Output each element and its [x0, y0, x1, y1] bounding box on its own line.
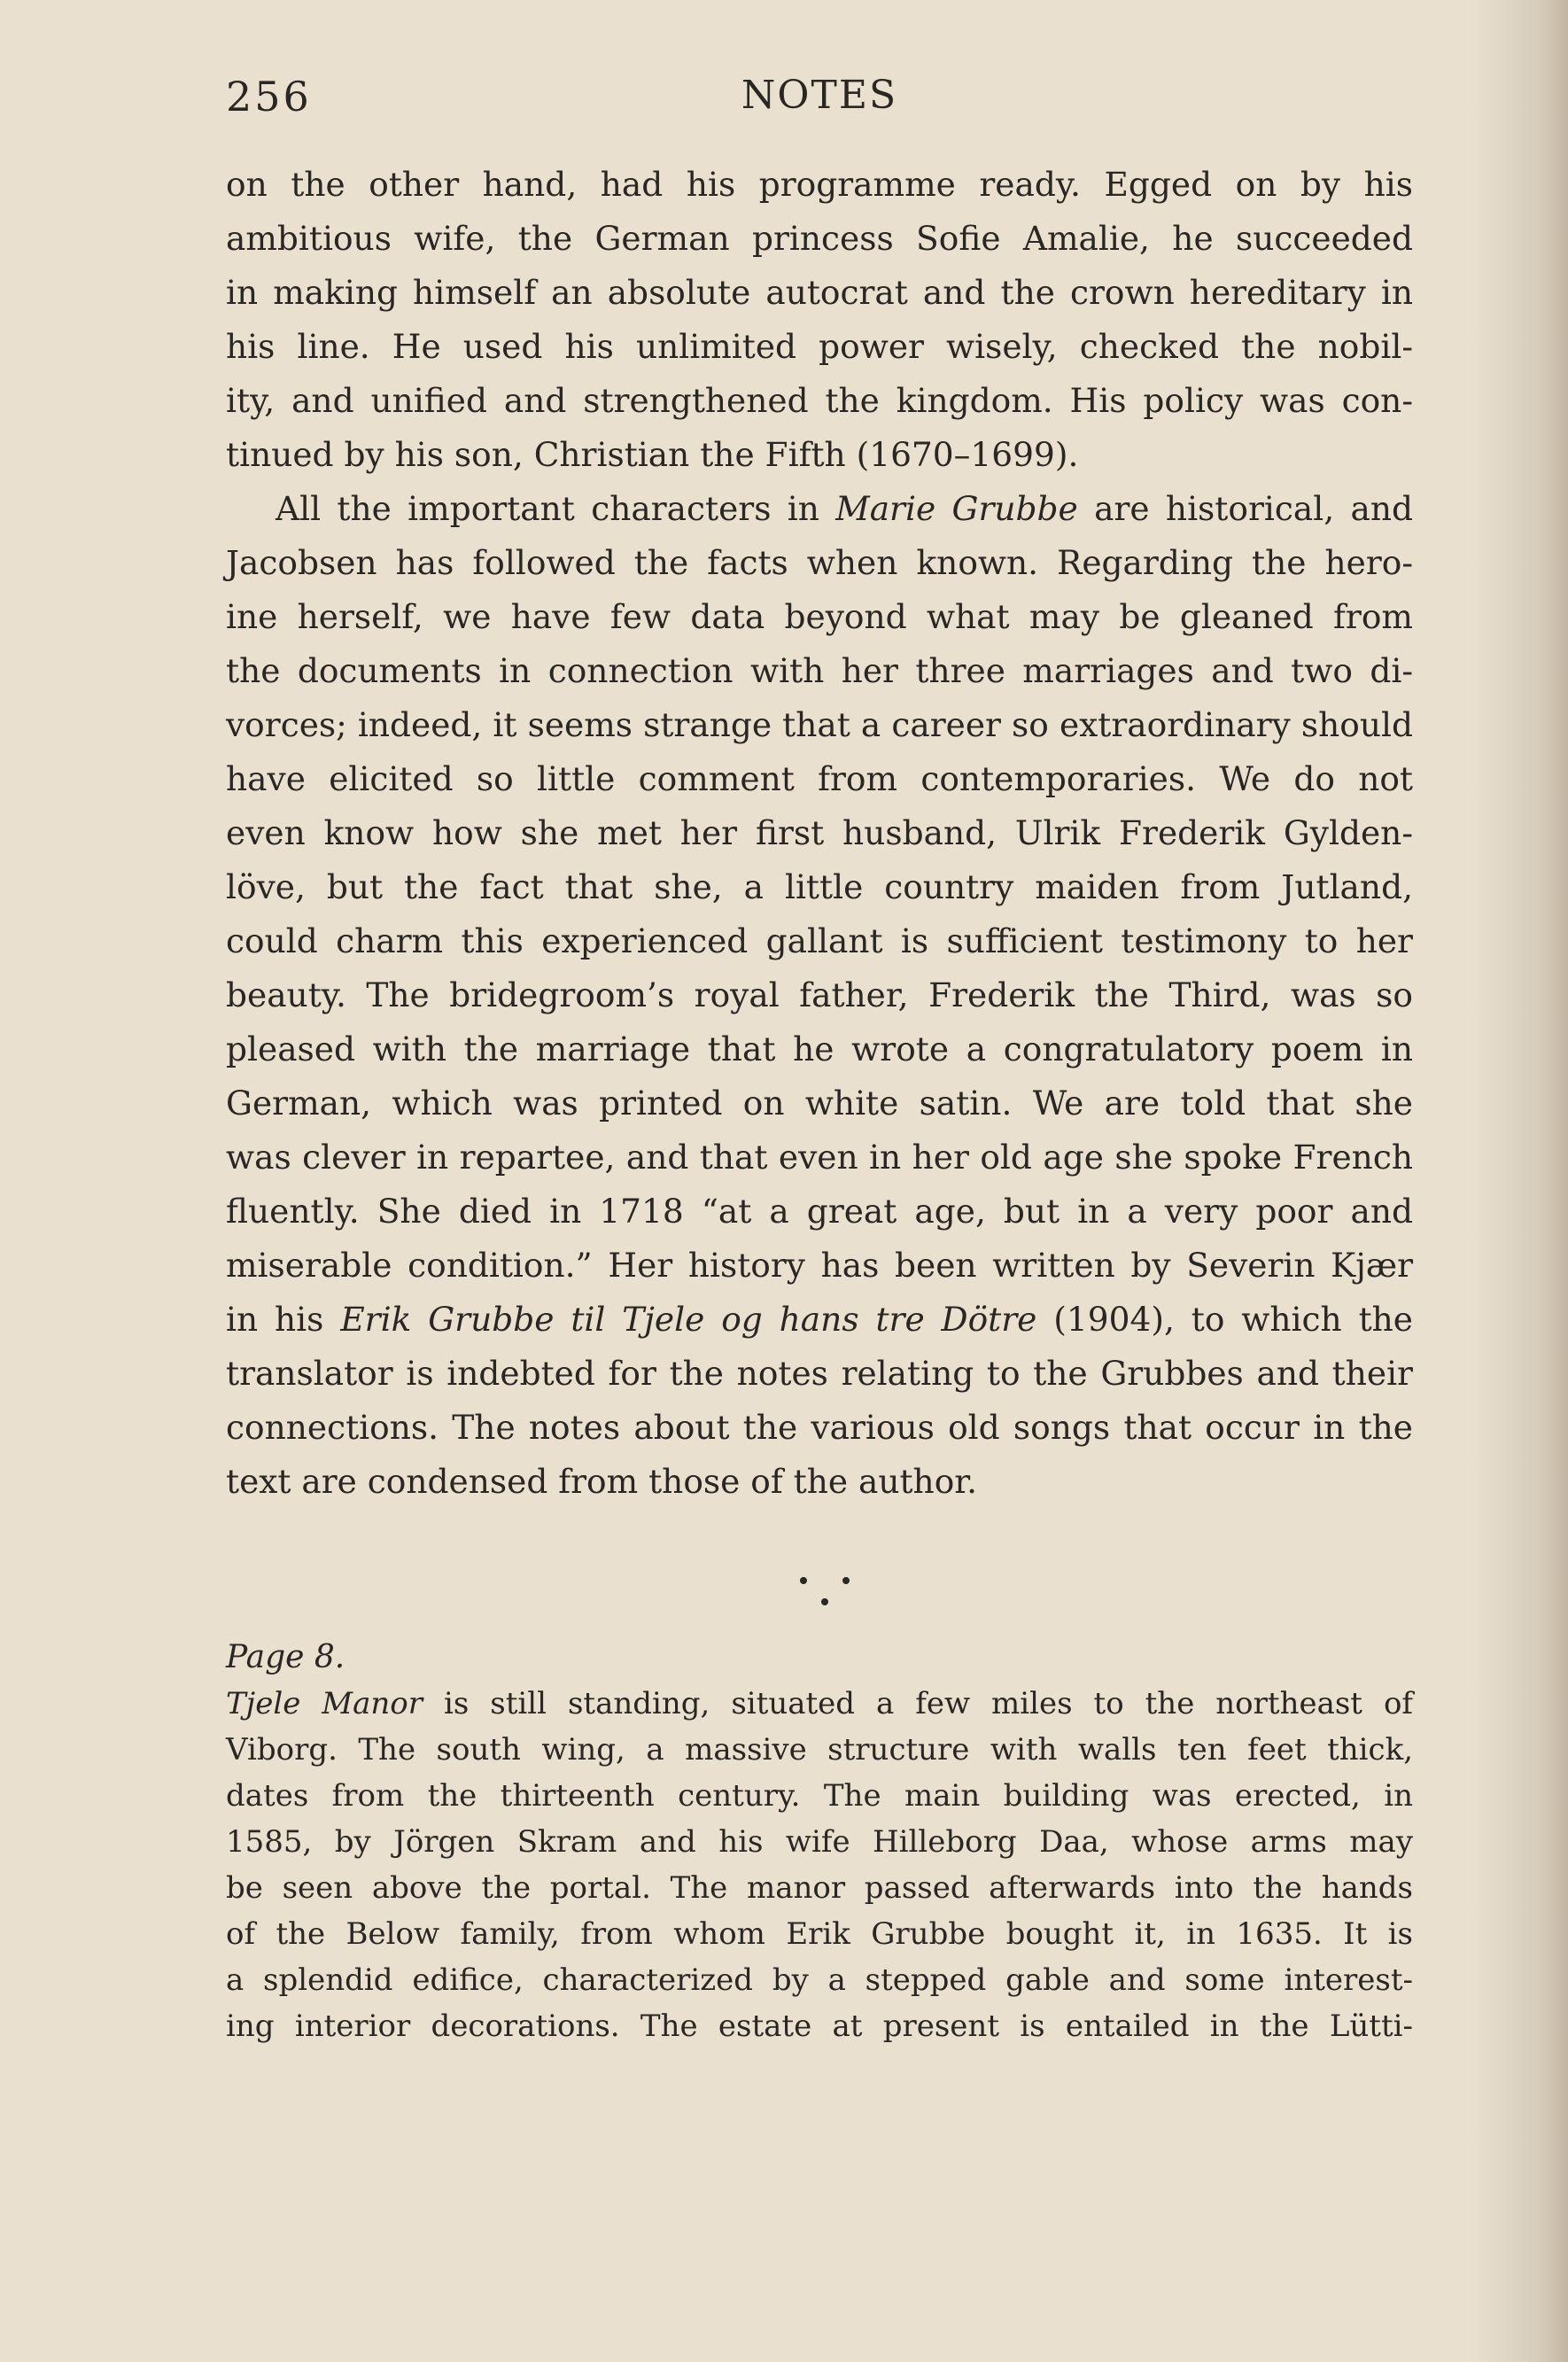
text-line: [226, 482, 1413, 536]
italic-title: Erik Grubbe til Tjele og hans tre Dötre: [340, 1300, 1037, 1339]
text-segment: (1904), to which the: [1036, 1300, 1413, 1339]
note-term: Tjele Manor: [226, 1686, 423, 1721]
text-segment: in his: [226, 1300, 341, 1339]
note-line: Viborg. The south wing, a massive structure with walls ten feet thick,: [226, 1732, 1413, 1768]
text-line: was clever in repartee, and that even in her old age she spoke French: [226, 1138, 1413, 1177]
text-line: löve, but the fact that she, a little country maiden from Jutland,: [226, 867, 1413, 906]
italic-title: Marie Grubbe: [835, 489, 1078, 528]
text-line: text are condensed from those of the author.: [226, 1462, 977, 1501]
note-line: 1585, by Jörgen Skram and his wife Hilleborg Daa, whose arms may: [226, 1824, 1413, 1860]
text-line: even know how she met her first husband, Ulrik Frederik Gylden-: [226, 813, 1413, 852]
text-segment: All the important characters in: [276, 489, 836, 528]
ornament-dot: [842, 1577, 850, 1584]
text-line: ambitious wife, the German princess Sofie Amalie, he succeeded: [226, 219, 1413, 258]
note-line: dates from the thirteenth century. The main building was erected, in: [226, 1778, 1413, 1814]
text-line: could charm this experienced gallant is sufficient testimony to her: [226, 921, 1413, 960]
text-line: in making himself an absolute autocrat and the crown hereditary in: [226, 273, 1413, 312]
section-separator-icon: [0, 1568, 1568, 1612]
running-head: NOTES: [741, 73, 898, 118]
note-heading: Page 8.: [226, 1639, 345, 1675]
text-line: ity, and unified and strengthened the kingdom. His policy was con-: [226, 381, 1413, 420]
note-line: ing interior decorations. The estate at present is entailed in the Lütti-: [226, 2008, 1413, 2044]
page-header: [226, 73, 1413, 135]
text-line: ine herself, we have few data beyond what may be gleaned from: [226, 597, 1413, 636]
page-number: 256: [226, 73, 312, 120]
text-line: connections. The notes about the various old songs that occur in the: [226, 1408, 1413, 1447]
text-line: miserable condition.” Her history has been written by Severin Kjær: [226, 1246, 1413, 1285]
text-line: vorces; indeed, it seems strange that a career so extraordinary should: [226, 705, 1413, 744]
text-line: fluently. She died in 1718 “at a great age, but in a very poor and: [226, 1192, 1413, 1231]
text-line: tinued by his son, Christian the Fifth (1670–1699).: [226, 435, 1079, 474]
text-line: translator is indebted for the notes relating to the Grubbes and their: [226, 1354, 1413, 1393]
text-line: the documents in connection with her three marriages and two di-: [226, 651, 1413, 690]
text-line: pleased with the marriage that he wrote a congratulatory poem in: [226, 1029, 1413, 1068]
text-segment: is still standing, situated a few miles to the northeast of: [423, 1686, 1413, 1721]
text-segment: are historical, and: [1077, 489, 1413, 528]
text-line: have elicited so little comment from contemporaries. We do not: [226, 759, 1413, 798]
note-line: [226, 1681, 1413, 1727]
page-edge-shadow: [1471, 0, 1568, 2362]
text-line: German, which was printed on white satin. We are told that she: [226, 1084, 1413, 1123]
text-line: his line. He used his unlimited power wisely, checked the nobil-: [226, 327, 1413, 366]
ornament-dot: [800, 1577, 807, 1584]
note-line: of the Below family, from whom Erik Grubbe bought it, in 1635. It is: [226, 1916, 1413, 1952]
note-line: be seen above the portal. The manor passed afterwards into the hands: [226, 1870, 1413, 1906]
note-line: a splendid edifice, characterized by a stepped gable and some interest-: [226, 1962, 1413, 1998]
text-line: on the other hand, had his programme ready. Egged on by his: [226, 165, 1413, 204]
ornament-dot: [821, 1598, 828, 1605]
text-line: [226, 1293, 1413, 1347]
main-text: [226, 158, 1413, 1509]
text-line: beauty. The bridegroom’s royal father, Frederik the Third, was so: [226, 975, 1413, 1014]
note-section: [226, 1635, 1413, 2049]
text-line: Jacobsen has followed the facts when known. Regarding the hero-: [226, 543, 1413, 582]
